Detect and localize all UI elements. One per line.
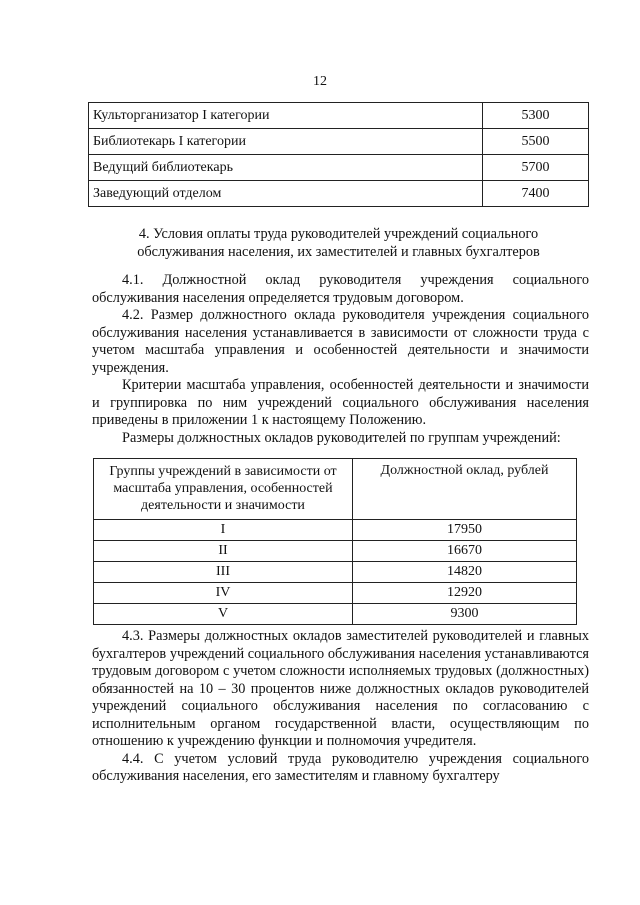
header-group: Группы учреждений в зависимости от масштаба управления, особенностей деятельности и значимости xyxy=(94,459,353,520)
paragraph-table-intro: Размеры должностных окладов руководителей по группам учреждений: xyxy=(122,429,561,446)
paragraph-criteria: Критерии масштаба управления, особенностей деятельности и значимости и группировка по ним учреждений социального обслуживания населения приведены в приложении 1 к настоящему Положению. xyxy=(92,377,589,428)
header-salary: Должностной оклад, рублей xyxy=(353,459,577,520)
table-row xyxy=(89,181,589,207)
page-number: 12 xyxy=(313,74,327,89)
position-salary: 7400 xyxy=(483,181,589,207)
table-row xyxy=(89,129,589,155)
paragraph-4-4: 4.4. С учетом условий труда руководителю учреждения социального обслуживания населения, его заместителям и главному бухгалтеру xyxy=(92,750,589,784)
salary-cell: 12920 xyxy=(353,583,577,604)
section-title xyxy=(88,225,589,261)
position-salary: 5700 xyxy=(483,155,589,181)
text-block-top xyxy=(92,272,589,447)
table-row xyxy=(94,520,577,541)
section-title-line: обслуживания населения, их заместителей и главных бухгалтеров xyxy=(137,244,540,260)
position-salary: 5500 xyxy=(483,129,589,155)
paragraph-4-3: 4.3. Размеры должностных окладов заместителей руководителей и главных бухгалтеров учреждений социального обслуживания населения устанавливаются трудовым договором с учетом сложности исполняемых трудовых (должностных) обязанностей на 10 – 30 процентов ниже должностных окладов руководителей учреждений социального обслуживания населения по согласованию с исполнительным органом государственной власти, осуществляющим по отношению к учреждению функции и полномочия учредителя. xyxy=(92,628,589,749)
section-title-line: 4. Условия оплаты труда руководителей учреждений социального xyxy=(138,226,539,242)
text-block-bottom xyxy=(92,628,589,786)
paragraph-4-2: 4.2. Размер должностного оклада руководителя учреждения социального обслуживания населения устанавливается в зависимости от сложности труда с учетом масштаба управления и особенностей деятельности и значимости учреждения. xyxy=(92,307,589,376)
table-row xyxy=(89,155,589,181)
salary-cell: 9300 xyxy=(353,604,577,625)
table-row xyxy=(94,541,577,562)
positions-table xyxy=(88,102,589,207)
salary-cell: 14820 xyxy=(353,562,577,583)
paragraph-4-1: 4.1. Должностной оклад руководителя учреждения социального обслуживания населения определяется трудовым договором. xyxy=(92,272,589,306)
table-row xyxy=(89,103,589,129)
position-name: Библиотекарь I категории xyxy=(89,129,483,155)
group-cell: II xyxy=(94,541,353,562)
salary-cell: 17950 xyxy=(353,520,577,541)
position-name: Ведущий библиотекарь xyxy=(89,155,483,181)
position-name: Заведующий отделом xyxy=(89,181,483,207)
table-row xyxy=(94,562,577,583)
table-row xyxy=(94,604,577,625)
group-cell: V xyxy=(94,604,353,625)
group-cell: III xyxy=(94,562,353,583)
group-cell: IV xyxy=(94,583,353,604)
position-salary: 5300 xyxy=(483,103,589,129)
position-name: Культорганизатор I категории xyxy=(89,103,483,129)
table-header-row xyxy=(94,459,577,520)
group-cell: I xyxy=(94,520,353,541)
groups-table xyxy=(93,458,577,625)
table-row xyxy=(94,583,577,604)
salary-cell: 16670 xyxy=(353,541,577,562)
